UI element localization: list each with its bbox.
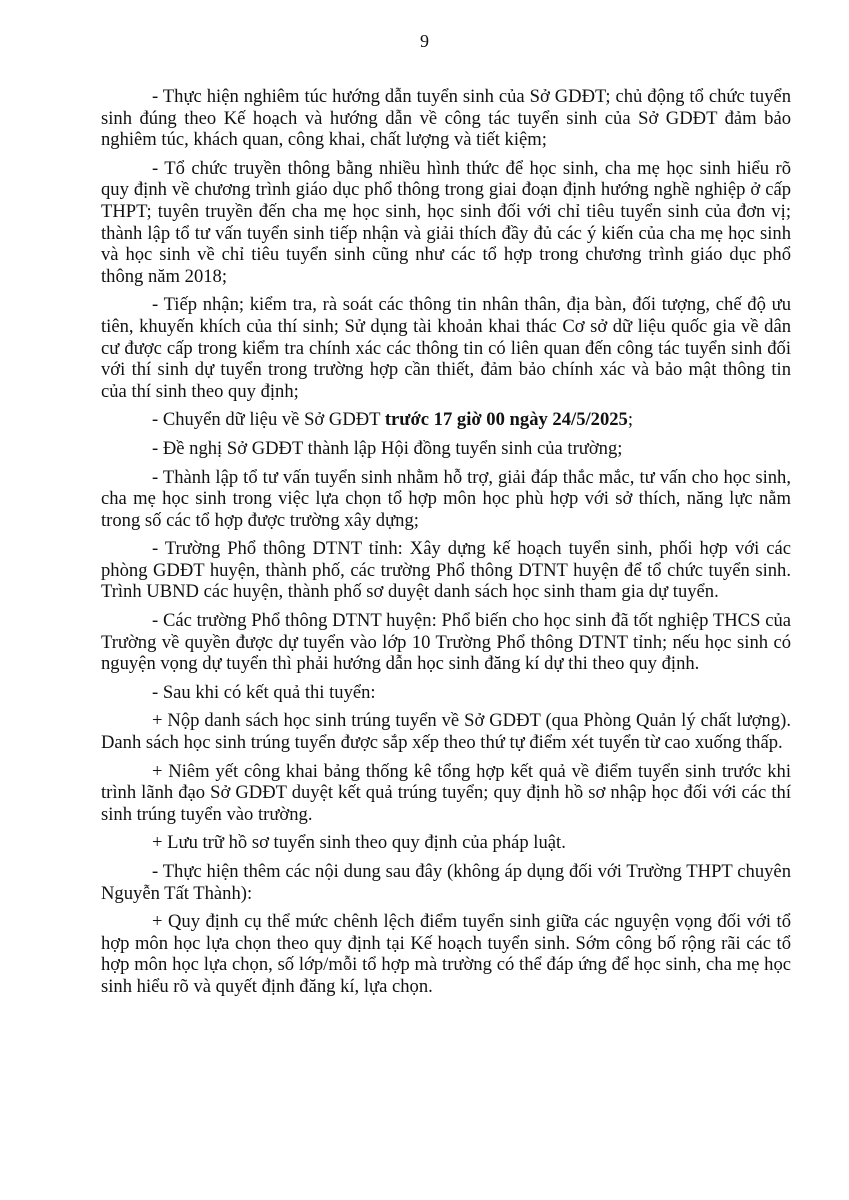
paragraph: - Đề nghị Sở GDĐT thành lập Hội đồng tuyển sinh của trường; bbox=[152, 437, 623, 459]
paragraph: - Tiếp nhận; kiểm tra, rà soát các thông tin nhân thân, địa bàn, đối tượng, chế độ ưu tiên, khuyến khích của thí sinh; Sử dụng tài khoản khai thác Cơ sở dữ liệu quốc gia về dân cư được cấp trong kiểm tra chính xác các thông tin có liên quan đến công tác tuyển sinh đối với thí sinh dự tuyển trong trường hợp cần thiết, đảm bảo chính xác và bảo mật thông tin của thí sinh theo quy định; bbox=[101, 294, 791, 402]
paragraph: - Tổ chức truyền thông bằng nhiều hình thức để học sinh, cha mẹ học sinh hiểu rõ quy định về chương trình giáo dục phổ thông trong giai đoạn định hướng nghề nghiệp ở cấp THPT; tuyên truyền đến cha mẹ học sinh, học sinh đối với chỉ tiêu tuyển sinh của đơn vị; thành lập tổ tư vấn tuyển sinh tiếp nhận và giải thích đầy đủ các ý kiến của cha mẹ học sinh và học sinh về chỉ tiêu tuyển sinh cũng như các tổ hợp trong chương trình giáo dục phổ thông năm 2018; bbox=[101, 157, 791, 287]
page-number: 9 bbox=[420, 31, 429, 51]
paragraph: - Các trường Phổ thông DTNT huyện: Phổ biến cho học sinh đã tốt nghiệp THCS của Trường về quyền được dự tuyển vào lớp 10 Trường Phổ thông DTNT tỉnh; nếu học sinh có nguyện vọng dự tuyển thì phải hướng dẫn học sinh đăng kí dự thi theo quy định. bbox=[101, 610, 791, 675]
paragraph: + Nộp danh sách học sinh trúng tuyển về Sở GDĐT (qua Phòng Quản lý chất lượng). Danh sách học sinh trúng tuyển được sắp xếp theo thứ tự điểm xét tuyển từ cao xuống thấp. bbox=[101, 710, 791, 754]
paragraph: - Trường Phổ thông DTNT tỉnh: Xây dựng kế hoạch tuyển sinh, phối hợp với các phòng GDĐT huyện, thành phố, các trường Phổ thông DTNT huyện để tổ chức tuyển sinh. Trình UBND các huyện, thành phố sơ duyệt danh sách học sinh tham gia dự tuyển. bbox=[101, 538, 791, 603]
paragraph: + Niêm yết công khai bảng thống kê tổng hợp kết quả về điểm tuyển sinh trước khi trình lãnh đạo Sở GDĐT duyệt kết quả trúng tuyển; quy định hồ sơ nhập học đối với các thí sinh trúng tuyển vào trường. bbox=[101, 760, 791, 825]
paragraph: - Sau khi có kết quả thi tuyển: bbox=[152, 681, 376, 703]
paragraph: - Thực hiện thêm các nội dung sau đây (không áp dụng đối với Trường THPT chuyên Nguyễn Tất Thành): bbox=[101, 861, 791, 904]
transfer-suffix: ; bbox=[627, 409, 634, 431]
transfer-deadline: trước 17 giờ 00 ngày 24/5/2025 bbox=[384, 409, 628, 431]
document-body bbox=[101, 86, 791, 1005]
paragraph: + Lưu trữ hồ sơ tuyển sinh theo quy định của pháp luật. bbox=[152, 832, 566, 854]
paragraph: + Quy định cụ thể mức chênh lệch điểm tuyển sinh giữa các nguyện vọng đối với tổ hợp môn học lựa chọn theo quy định tại Kế hoạch tuyển sinh. Sớm công bố rộng rãi các tổ hợp môn học lựa chọn, số lớp/mỗi tổ hợp mà trường có thể đáp ứng để học sinh, cha mẹ học sinh hiểu rõ và quyết định đăng kí, lựa chọn. bbox=[101, 911, 791, 997]
paragraph: - Thành lập tổ tư vấn tuyển sinh nhằm hỗ trợ, giải đáp thắc mắc, tư vấn cho học sinh, cha mẹ học sinh trong việc lựa chọn tổ hợp môn học phù hợp với sở thích, năng lực nằm trong số các tổ hợp được trường xây dựng; bbox=[101, 466, 791, 531]
transfer-prefix: - Chuyển dữ liệu về Sở GDĐT bbox=[152, 409, 385, 431]
paragraph-data-transfer bbox=[101, 409, 791, 431]
paragraph: - Thực hiện nghiêm túc hướng dẫn tuyển sinh của Sở GDĐT; chủ động tổ chức tuyển sinh đúng theo Kế hoạch và hướng dẫn về công tác tuyển sinh của Sở GDĐT đảm bảo nghiêm túc, khách quan, công khai, chất lượng và tiết kiệm; bbox=[101, 86, 791, 151]
